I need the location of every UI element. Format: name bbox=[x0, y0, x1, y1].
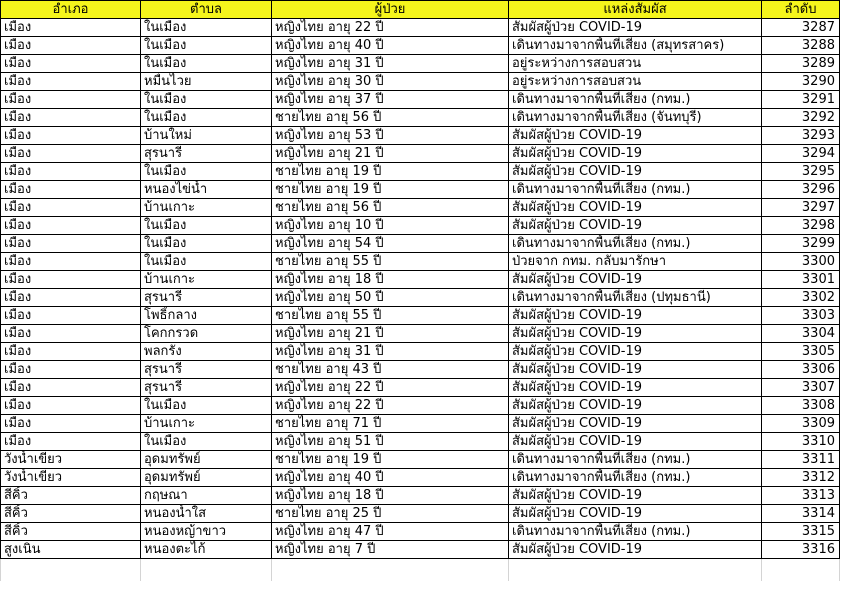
cell-subdistrict[interactable]: บ้านเกาะ bbox=[141, 415, 272, 433]
cell-subdistrict[interactable]: หนองไข่น้ำ bbox=[141, 181, 272, 199]
cell-patient[interactable]: หญิงไทย อายุ 22 ปี bbox=[272, 19, 509, 37]
cell-subdistrict[interactable]: บ้านเกาะ bbox=[141, 199, 272, 217]
cell-subdistrict[interactable]: อุดมทรัพย์ bbox=[141, 451, 272, 469]
cell-district[interactable]: เมือง bbox=[1, 325, 141, 343]
empty-cell[interactable] bbox=[141, 559, 272, 581]
cell-source[interactable]: สัมผัสผู้ป่วย COVID-19 bbox=[509, 541, 762, 559]
cell-subdistrict[interactable]: ในเมือง bbox=[141, 163, 272, 181]
cell-order[interactable]: 3316 bbox=[762, 541, 840, 559]
cell-district[interactable]: เมือง bbox=[1, 19, 141, 37]
cell-district[interactable]: เมือง bbox=[1, 55, 141, 73]
cell-patient[interactable]: ชายไทย อายุ 55 ปี bbox=[272, 253, 509, 271]
cell-district[interactable]: เมือง bbox=[1, 271, 141, 289]
cell-patient[interactable]: ชายไทย อายุ 43 ปี bbox=[272, 361, 509, 379]
cell-district[interactable]: เมือง bbox=[1, 91, 141, 109]
cell-patient[interactable]: ชายไทย อายุ 19 ปี bbox=[272, 163, 509, 181]
cell-patient[interactable]: หญิงไทย อายุ 50 ปี bbox=[272, 289, 509, 307]
cell-patient[interactable]: ชายไทย อายุ 56 ปี bbox=[272, 109, 509, 127]
table-row bbox=[1, 199, 840, 217]
cell-source[interactable]: สัมผัสผู้ป่วย COVID-19 bbox=[509, 487, 762, 505]
cell-order[interactable]: 3311 bbox=[762, 451, 840, 469]
cell-subdistrict[interactable]: ในเมือง bbox=[141, 397, 272, 415]
table-row bbox=[1, 181, 840, 199]
cell-patient[interactable]: หญิงไทย อายุ 21 ปี bbox=[272, 325, 509, 343]
table-row bbox=[1, 19, 840, 37]
cell-order[interactable]: 3294 bbox=[762, 145, 840, 163]
cell-source[interactable]: สัมผัสผู้ป่วย COVID-19 bbox=[509, 199, 762, 217]
table-row bbox=[1, 487, 840, 505]
cell-subdistrict[interactable]: ในเมือง bbox=[141, 37, 272, 55]
cell-patient[interactable]: หญิงไทย อายุ 21 ปี bbox=[272, 145, 509, 163]
cell-subdistrict[interactable]: กฤษณา bbox=[141, 487, 272, 505]
cell-order[interactable]: 3312 bbox=[762, 469, 840, 487]
cell-district[interactable]: เมือง bbox=[1, 145, 141, 163]
cell-district[interactable]: เมือง bbox=[1, 127, 141, 145]
cell-source[interactable]: เดินทางมาจากพื้นที่เสี่ยง (สมุทรสาคร) bbox=[509, 37, 762, 55]
cell-order[interactable]: 3305 bbox=[762, 343, 840, 361]
cell-source[interactable]: เดินทางมาจากพื้นที่เสี่ยง (กทม.) bbox=[509, 469, 762, 487]
cell-source[interactable]: เดินทางมาจากพื้นที่เสี่ยง (กทม.) bbox=[509, 523, 762, 541]
table-row bbox=[1, 325, 840, 343]
cell-source[interactable]: สัมผัสผู้ป่วย COVID-19 bbox=[509, 307, 762, 325]
table-row bbox=[1, 271, 840, 289]
empty-row bbox=[1, 559, 840, 581]
cell-source[interactable]: สัมผัสผู้ป่วย COVID-19 bbox=[509, 379, 762, 397]
cell-order[interactable]: 3289 bbox=[762, 55, 840, 73]
cell-order[interactable]: 3301 bbox=[762, 271, 840, 289]
cell-patient[interactable]: ชายไทย อายุ 25 ปี bbox=[272, 505, 509, 523]
cell-district[interactable]: เมือง bbox=[1, 343, 141, 361]
table-row bbox=[1, 541, 840, 559]
cell-patient[interactable]: หญิงไทย อายุ 40 ปี bbox=[272, 469, 509, 487]
table-row bbox=[1, 289, 840, 307]
cell-district[interactable]: เมือง bbox=[1, 433, 141, 451]
cell-order[interactable]: 3290 bbox=[762, 73, 840, 91]
cell-district[interactable]: วังน้ำเขียว bbox=[1, 469, 141, 487]
table-row bbox=[1, 109, 840, 127]
cell-order[interactable]: 3299 bbox=[762, 235, 840, 253]
cell-source[interactable]: สัมผัสผู้ป่วย COVID-19 bbox=[509, 361, 762, 379]
cell-source[interactable]: สัมผัสผู้ป่วย COVID-19 bbox=[509, 271, 762, 289]
table-row bbox=[1, 235, 840, 253]
cell-patient[interactable]: หญิงไทย อายุ 7 ปี bbox=[272, 541, 509, 559]
table-row bbox=[1, 37, 840, 55]
cell-subdistrict[interactable]: โคกกรวด bbox=[141, 325, 272, 343]
cell-source[interactable]: เดินทางมาจากพื้นที่เสี่ยง (กทม.) bbox=[509, 451, 762, 469]
cell-source[interactable]: เดินทางมาจากพื้นที่เสี่ยง (จันทบุรี) bbox=[509, 109, 762, 127]
header-patient[interactable]: ผู้ป่วย bbox=[272, 1, 509, 19]
cell-district[interactable]: เมือง bbox=[1, 235, 141, 253]
cell-order[interactable]: 3302 bbox=[762, 289, 840, 307]
table-row bbox=[1, 379, 840, 397]
table-row bbox=[1, 163, 840, 181]
cell-patient[interactable]: ชายไทย อายุ 55 ปี bbox=[272, 307, 509, 325]
cell-subdistrict[interactable]: ในเมือง bbox=[141, 235, 272, 253]
cell-source[interactable]: อยู่ระหว่างการสอบสวน bbox=[509, 55, 762, 73]
cell-patient[interactable]: หญิงไทย อายุ 30 ปี bbox=[272, 73, 509, 91]
cell-district[interactable]: เมือง bbox=[1, 397, 141, 415]
cell-patient[interactable]: หญิงไทย อายุ 18 ปี bbox=[272, 487, 509, 505]
cell-subdistrict[interactable]: ในเมือง bbox=[141, 91, 272, 109]
cell-source[interactable]: สัมผัสผู้ป่วย COVID-19 bbox=[509, 397, 762, 415]
cell-district[interactable]: เมือง bbox=[1, 37, 141, 55]
cell-order[interactable]: 3288 bbox=[762, 37, 840, 55]
cell-source[interactable]: ป่วยจาก กทม. กลับมารักษา bbox=[509, 253, 762, 271]
cell-order[interactable]: 3300 bbox=[762, 253, 840, 271]
table-row bbox=[1, 469, 840, 487]
cell-subdistrict[interactable]: หนองตะไก้ bbox=[141, 541, 272, 559]
cell-district[interactable]: เมือง bbox=[1, 307, 141, 325]
table-row bbox=[1, 451, 840, 469]
table-row bbox=[1, 343, 840, 361]
cell-subdistrict[interactable]: หนองหญ้าขาว bbox=[141, 523, 272, 541]
cell-district[interactable]: เมือง bbox=[1, 73, 141, 91]
cell-subdistrict[interactable]: สุรนารี bbox=[141, 361, 272, 379]
cell-order[interactable]: 3297 bbox=[762, 199, 840, 217]
cell-order[interactable]: 3293 bbox=[762, 127, 840, 145]
header-order[interactable]: ลำดับ bbox=[762, 1, 840, 19]
cell-source[interactable]: เดินทางมาจากพื้นที่เสี่ยง (กทม.) bbox=[509, 181, 762, 199]
cell-patient[interactable]: ชายไทย อายุ 71 ปี bbox=[272, 415, 509, 433]
cell-source[interactable]: สัมผัสผู้ป่วย COVID-19 bbox=[509, 505, 762, 523]
cell-source[interactable]: เดินทางมาจากพื้นที่เสี่ยง (กทม.) bbox=[509, 235, 762, 253]
cell-subdistrict[interactable]: บ้านใหม่ bbox=[141, 127, 272, 145]
cell-source[interactable]: สัมผัสผู้ป่วย COVID-19 bbox=[509, 415, 762, 433]
cell-district[interactable]: เมือง bbox=[1, 379, 141, 397]
header-source[interactable]: แหล่งสัมผัส bbox=[509, 1, 762, 19]
cell-district[interactable]: เมือง bbox=[1, 109, 141, 127]
cell-district[interactable]: เมือง bbox=[1, 163, 141, 181]
cell-source[interactable]: เดินทางมาจากพื้นที่เสี่ยง (ปทุมธานี) bbox=[509, 289, 762, 307]
cell-source[interactable]: เดินทางมาจากพื้นที่เสี่ยง (กทม.) bbox=[509, 91, 762, 109]
table-row bbox=[1, 253, 840, 271]
cell-order[interactable]: 3303 bbox=[762, 307, 840, 325]
empty-cell[interactable] bbox=[272, 559, 509, 581]
cell-subdistrict[interactable]: หมื่นไวย bbox=[141, 73, 272, 91]
cell-subdistrict[interactable]: หนองน้ำใส bbox=[141, 505, 272, 523]
cell-subdistrict[interactable]: พลกรัง bbox=[141, 343, 272, 361]
cell-order[interactable]: 3304 bbox=[762, 325, 840, 343]
table-row bbox=[1, 415, 840, 433]
cell-patient[interactable]: หญิงไทย อายุ 10 ปี bbox=[272, 217, 509, 235]
cell-order[interactable]: 3307 bbox=[762, 379, 840, 397]
cell-source[interactable]: สัมผัสผู้ป่วย COVID-19 bbox=[509, 145, 762, 163]
cell-patient[interactable]: หญิงไทย อายุ 51 ปี bbox=[272, 433, 509, 451]
cell-subdistrict[interactable]: ในเมือง bbox=[141, 55, 272, 73]
table-row bbox=[1, 145, 840, 163]
table-row bbox=[1, 505, 840, 523]
cell-order[interactable]: 3295 bbox=[762, 163, 840, 181]
empty-cell[interactable] bbox=[762, 559, 840, 581]
table-row bbox=[1, 307, 840, 325]
table-row bbox=[1, 217, 840, 235]
cell-patient[interactable]: หญิงไทย อายุ 47 ปี bbox=[272, 523, 509, 541]
cell-patient[interactable]: หญิงไทย อายุ 31 ปี bbox=[272, 343, 509, 361]
cell-order[interactable]: 3287 bbox=[762, 19, 840, 37]
cell-patient[interactable]: หญิงไทย อายุ 40 ปี bbox=[272, 37, 509, 55]
header-district[interactable]: อำเภอ bbox=[1, 1, 141, 19]
cell-source[interactable]: สัมผัสผู้ป่วย COVID-19 bbox=[509, 127, 762, 145]
table-row bbox=[1, 361, 840, 379]
cell-source[interactable]: อยู่ระหว่างการสอบสวน bbox=[509, 73, 762, 91]
cell-order[interactable]: 3296 bbox=[762, 181, 840, 199]
table-row bbox=[1, 91, 840, 109]
cell-patient[interactable]: หญิงไทย อายุ 18 ปี bbox=[272, 271, 509, 289]
cell-district[interactable]: สีคิ้ว bbox=[1, 487, 141, 505]
cell-subdistrict[interactable]: สุรนารี bbox=[141, 379, 272, 397]
cell-subdistrict[interactable]: โพธิ์กลาง bbox=[141, 307, 272, 325]
cell-patient[interactable]: หญิงไทย อายุ 22 ปี bbox=[272, 397, 509, 415]
cell-district[interactable]: เมือง bbox=[1, 253, 141, 271]
cell-subdistrict[interactable]: สุรนารี bbox=[141, 145, 272, 163]
cell-order[interactable]: 3309 bbox=[762, 415, 840, 433]
cell-district[interactable]: สีคิ้ว bbox=[1, 523, 141, 541]
cell-district[interactable]: เมือง bbox=[1, 415, 141, 433]
table-row bbox=[1, 397, 840, 415]
cell-subdistrict[interactable]: ในเมือง bbox=[141, 217, 272, 235]
cell-subdistrict[interactable]: บ้านเกาะ bbox=[141, 271, 272, 289]
empty-cell[interactable] bbox=[509, 559, 762, 581]
cell-order[interactable]: 3313 bbox=[762, 487, 840, 505]
cell-patient[interactable]: ชายไทย อายุ 19 ปี bbox=[272, 451, 509, 469]
cell-order[interactable]: 3308 bbox=[762, 397, 840, 415]
cell-district[interactable]: สูงเนิน bbox=[1, 541, 141, 559]
cell-source[interactable]: สัมผัสผู้ป่วย COVID-19 bbox=[509, 433, 762, 451]
cell-subdistrict[interactable]: ในเมือง bbox=[141, 253, 272, 271]
cell-source[interactable]: สัมผัสผู้ป่วย COVID-19 bbox=[509, 19, 762, 37]
cell-patient[interactable]: ชายไทย อายุ 19 ปี bbox=[272, 181, 509, 199]
cell-subdistrict[interactable]: สุรนารี bbox=[141, 289, 272, 307]
cell-order[interactable]: 3292 bbox=[762, 109, 840, 127]
cell-district[interactable]: เมือง bbox=[1, 361, 141, 379]
cell-district[interactable]: เมือง bbox=[1, 199, 141, 217]
cell-subdistrict[interactable]: ในเมือง bbox=[141, 109, 272, 127]
cell-patient[interactable]: หญิงไทย อายุ 31 ปี bbox=[272, 55, 509, 73]
cell-patient[interactable]: หญิงไทย อายุ 54 ปี bbox=[272, 235, 509, 253]
header-subdistrict[interactable]: ตำบล bbox=[141, 1, 272, 19]
cell-order[interactable]: 3310 bbox=[762, 433, 840, 451]
table-row bbox=[1, 127, 840, 145]
cell-subdistrict[interactable]: ในเมือง bbox=[141, 433, 272, 451]
cell-order[interactable]: 3291 bbox=[762, 91, 840, 109]
cell-patient[interactable]: หญิงไทย อายุ 37 ปี bbox=[272, 91, 509, 109]
cell-district[interactable]: เมือง bbox=[1, 181, 141, 199]
header-row bbox=[1, 1, 840, 19]
cell-subdistrict[interactable]: อุดมทรัพย์ bbox=[141, 469, 272, 487]
cell-patient[interactable]: หญิงไทย อายุ 53 ปี bbox=[272, 127, 509, 145]
table-row bbox=[1, 55, 840, 73]
cell-source[interactable]: สัมผัสผู้ป่วย COVID-19 bbox=[509, 217, 762, 235]
table-row bbox=[1, 433, 840, 451]
cell-order[interactable]: 3314 bbox=[762, 505, 840, 523]
cell-order[interactable]: 3298 bbox=[762, 217, 840, 235]
cell-source[interactable]: สัมผัสผู้ป่วย COVID-19 bbox=[509, 325, 762, 343]
cell-district[interactable]: วังน้ำเขียว bbox=[1, 451, 141, 469]
cell-source[interactable]: สัมผัสผู้ป่วย COVID-19 bbox=[509, 343, 762, 361]
table-row bbox=[1, 73, 840, 91]
cell-subdistrict[interactable]: ในเมือง bbox=[141, 19, 272, 37]
cell-patient[interactable]: ชายไทย อายุ 56 ปี bbox=[272, 199, 509, 217]
empty-cell[interactable] bbox=[1, 559, 141, 581]
cell-district[interactable]: เมือง bbox=[1, 289, 141, 307]
cell-district[interactable]: เมือง bbox=[1, 217, 141, 235]
cell-order[interactable]: 3306 bbox=[762, 361, 840, 379]
table-row bbox=[1, 523, 840, 541]
cell-patient[interactable]: หญิงไทย อายุ 22 ปี bbox=[272, 379, 509, 397]
cell-source[interactable]: สัมผัสผู้ป่วย COVID-19 bbox=[509, 163, 762, 181]
cell-order[interactable]: 3315 bbox=[762, 523, 840, 541]
cell-district[interactable]: สีคิ้ว bbox=[1, 505, 141, 523]
